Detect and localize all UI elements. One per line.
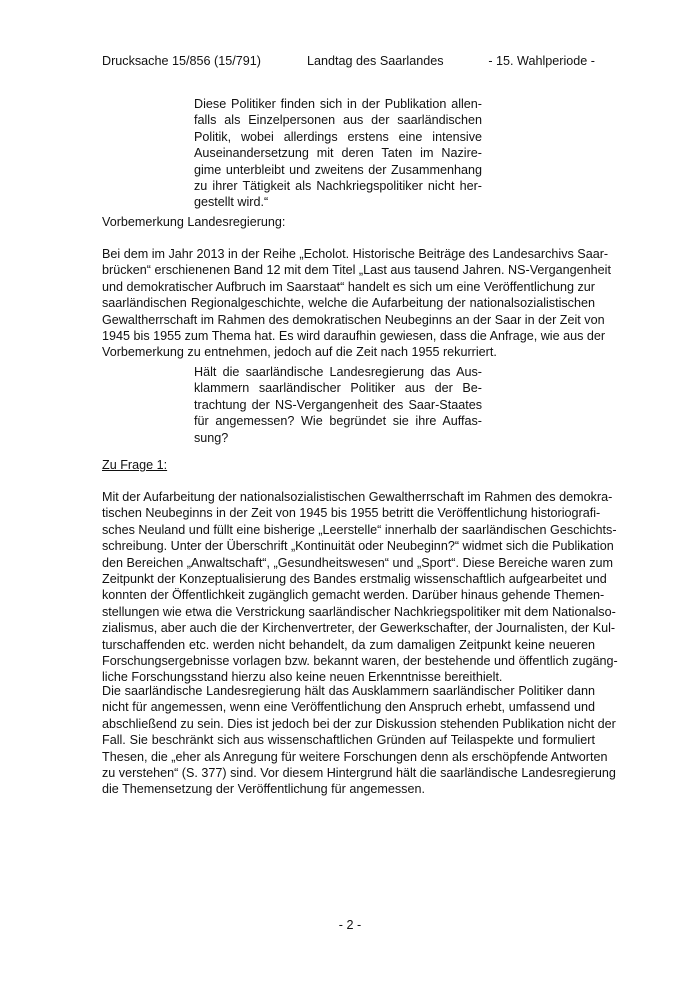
paragraph-line: liche Forschungsstand hierzu also keine neuen Erkenntnisse bereithielt. <box>102 670 503 685</box>
quote-line: Auseinandersetzung mit deren Taten im Nazire- <box>194 146 482 161</box>
quote-line: falls als Einzelpersonen aus der saarländischen <box>194 113 482 128</box>
question-line: Hält die saarländische Landesregierung das Aus- <box>194 365 482 379</box>
paragraph-line: und demokratischer Aufbruch im Saarstaat“ handelt es sich um eine Veröffentlichung zur <box>102 279 595 294</box>
paragraph-line: abschließend zu sein. Dies ist jedoch bei der zur Diskussion stehenden Publikation nicht der <box>102 716 616 731</box>
paragraph-line: Bei dem im Jahr 2013 in der Reihe „Echolot. Historische Beiträge des Landesarchivs Saar- <box>102 247 609 261</box>
question-line: klammern saarländischer Politiker aus der Be- <box>194 381 482 396</box>
paragraph-line: schreibung. Unter der Überschrift „Kontinuität oder Neubeginn?“ widmet sich die Publikation <box>102 539 614 554</box>
page-number: - 2 - <box>338 918 362 932</box>
paragraph-line: saarländischen Regionalgeschichte, welche die Aufarbeitung der nationalsozialistischen <box>102 296 595 311</box>
quote-line: gestellt wird.“ <box>194 195 269 210</box>
answer-1-paragraph-1 <box>102 489 618 686</box>
question-line: trachtung der NS-Vergangenheit des Saar-Staates <box>194 397 482 412</box>
quote-line: Politik, wobei allerdings erstens eine intensive <box>194 129 482 144</box>
paragraph-line: Gewaltherrschaft im Rahmen des demokratischen Neubeginns an der Saar in der Zeit von <box>102 312 605 327</box>
quoted-passage <box>194 96 482 211</box>
paragraph-line: nicht für angemessen, wenn eine Veröffentlichung den Anspruch erhebt, umfassend und <box>102 700 595 715</box>
quote-line: gime unterbleibt und zweitens der Zusammenhang <box>194 162 482 177</box>
paragraph-line: Vorbemerkung zu entnehmen, jedoch auf die Zeit nach 1955 rekurriert. <box>102 345 497 360</box>
paragraph-line: konnten der Öffentlichkeit zugänglich gemacht werden. Darüber hinaus gehende Themen- <box>102 588 605 603</box>
paragraph-line: die Themensetzung der Veröffentlichung für angemessen. <box>102 782 425 797</box>
paragraph-line: zu verstehen“ (S. 377) sind. Vor diesem Hintergrund hält die saarländische Landesregierung <box>102 766 616 781</box>
header-parliament-name: Landtag des Saarlandes <box>307 54 444 68</box>
paragraph-line: Zeitpunkt der Konzeptualisierung des Bandes erstmalig wissenschaftlich aufgearbeitet und <box>102 572 607 587</box>
paragraph-line: turschaffenden etc. werden nicht behandelt, da zum damaligen Zeitpunkt keine neueren <box>102 637 595 652</box>
question-line: sung? <box>194 430 229 445</box>
paragraph-line: Fall. Sie beschränkt sich aus wissenschaftlichen Gründen auf Teilaspekte und formuliert <box>102 733 595 748</box>
vorbemerkung-paragraph <box>102 246 611 361</box>
paragraph-line: Forschungsergebnisse vorlagen bzw. bekannt waren, der bestehende und öffentlich zugäng- <box>102 654 618 669</box>
vorbemerkung-heading: Vorbemerkung Landesregierung: <box>102 215 286 229</box>
header-document-number: Drucksache 15/856 (15/791) <box>102 54 261 68</box>
paragraph-line: Die saarländische Landesregierung hält das Ausklammern saarländischer Politiker dann <box>102 684 595 698</box>
paragraph-line: zialismus, aber auch die der Kirchenvertreter, der Gewerkschafter, der Journalisten, der Kul- <box>102 621 616 636</box>
paragraph-line: Mit der Aufarbeitung der nationalsozialistischen Gewaltherrschaft im Rahmen des demokra- <box>102 490 613 504</box>
paragraph-line: sches Neuland und füllt eine bisherige „Leerstelle“ innerhalb der saarländischen Geschichts- <box>102 522 617 537</box>
answer-1-paragraph-2 <box>102 683 616 798</box>
paragraph-line: 1945 bis 1955 zum Thema hat. Es wird daraufhin gewiesen, dass die Anfrage, wie aus der <box>102 329 606 344</box>
paragraph-line: brücken“ erschienenen Band 12 mit dem Titel „Last aus tausend Jahren. NS-Vergangenheit <box>102 263 611 278</box>
question-1 <box>194 364 482 446</box>
quote-line: zu ihrer Tätigkeit als Nachkriegspolitiker nicht her- <box>194 179 482 194</box>
paragraph-line: den Bereichen „Anwaltschaft“, „Gesundheitswesen“ und „Sport“. Diese Bereiche waren zum <box>102 555 613 570</box>
paragraph-line: Thesen, die „eher als Anregung für weitere Forschungen denn als erschöpfende Antworten <box>102 749 608 764</box>
quote-line: Diese Politiker finden sich in der Publikation allen- <box>194 97 482 111</box>
paragraph-line: tischen Neubeginns in der Zeit von 1945 bis 1955 betritt die Veröffentlichung historiografi- <box>102 506 601 521</box>
frage-1-heading: Zu Frage 1: <box>102 458 168 472</box>
paragraph-line: stellungen wie etwa die Verstrickung saarländischer Nachkriegspolitiker mit dem Nationalso- <box>102 604 616 619</box>
question-line: für angemessen? Wie begründet sie ihre Auffas- <box>194 414 482 429</box>
header-legislative-period: - 15. Wahlperiode - <box>488 54 595 68</box>
